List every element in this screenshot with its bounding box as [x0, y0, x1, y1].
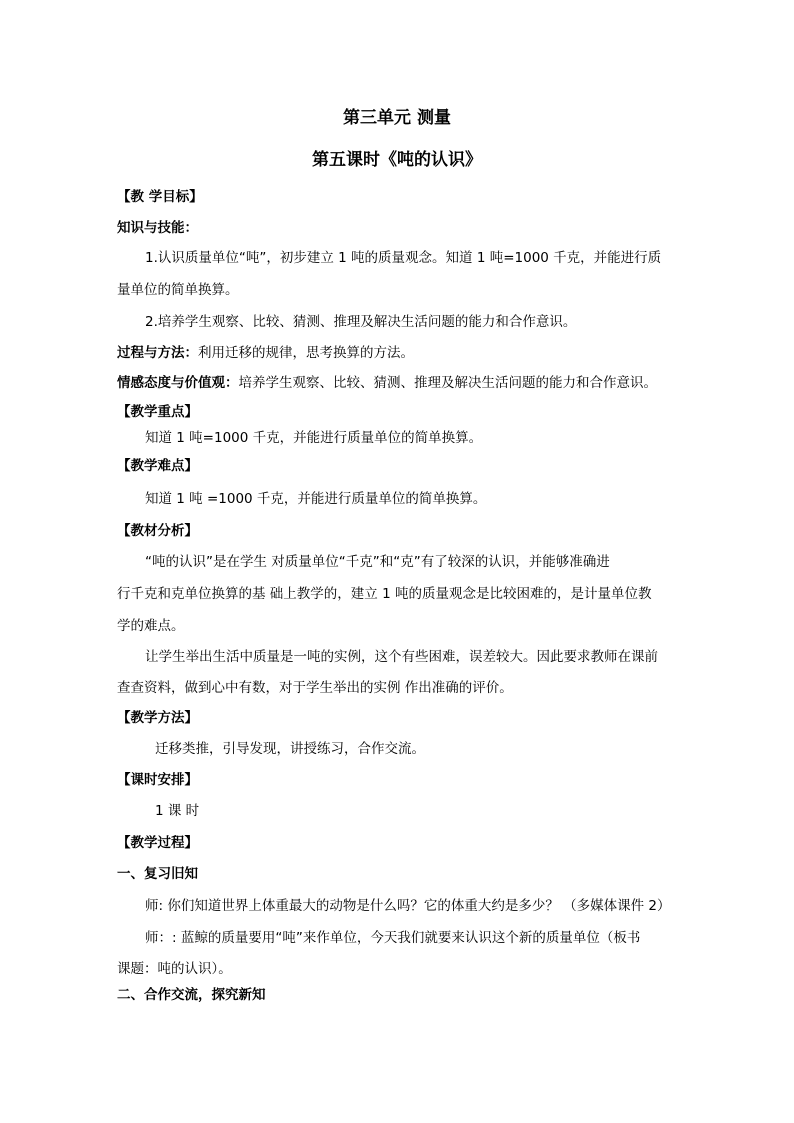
teaching-process-heading: 【教学过程】: [117, 835, 198, 851]
analysis-p1-line-3: 学的难点。: [117, 618, 185, 634]
goal-2: 2.培养学生观察、比较、猜测、推理及解决生活问题的能力和合作意识。: [145, 314, 577, 330]
teaching-methods-text: 迁移类推，引导发现，讲授练习，合作交流。: [155, 741, 425, 757]
schedule-text: 1 课 时: [155, 803, 200, 819]
knowledge-skills-label: 知识与技能：: [117, 220, 198, 236]
analysis-p2-line-1: 让学生举出生活中质量是一吨的实例，这个有些困难，误差较大。因此要求教师在课前: [145, 649, 658, 665]
teacher-answer-line-2: 课题：吨的认识）。: [117, 961, 232, 977]
difficulty-text: 知道 1 吨 =1000 千克，并能进行质量单位的简单换算。: [145, 491, 487, 507]
teaching-goals-heading: 【教 学目标】: [117, 189, 203, 205]
process-method-text: 利用迁移的规律，思考换算的方法。: [198, 345, 414, 361]
attitude-text: 培养学生观察、比较、猜测、推理及解决生活问题的能力和合作意识。: [238, 375, 657, 391]
goal-1-line-1: 1.认识质量单位“吨”，初步建立 1 吨的质量观念。知道 1 吨=1000 千克，并能进行质: [145, 250, 662, 266]
schedule-heading: 【课时安排】: [117, 772, 198, 788]
goal-1-line-2: 量单位的简单换算。: [117, 282, 239, 298]
textbook-analysis-heading: 【教材分析】: [117, 523, 198, 539]
process-method-paragraph: [117, 343, 414, 363]
key-points-text: 知道 1 吨=1000 千克，并能进行质量单位的简单换算。: [145, 430, 483, 446]
section-2-heading: 二、合作交流，探究新知: [117, 987, 266, 1003]
analysis-p1-line-1: “吨的认识”是在学生 对质量单位“千克”和“克”有了较深的认识，并能够准确进: [145, 554, 610, 570]
section-1-heading: 一、复习旧知: [117, 866, 198, 882]
teacher-answer-line-1: 师：: 蓝鲸的质量要用“吨”来作单位，今天我们就要来认识这个新的质量单位（板书: [145, 930, 641, 946]
attitude-label: 情感态度与价值观：: [117, 375, 239, 391]
difficulty-heading: 【教学难点】: [117, 458, 198, 474]
unit-title: 第三单元 测量: [343, 108, 451, 128]
attitude-paragraph: [117, 373, 657, 393]
analysis-p2-line-2: 查查资料，做到心中有数，对于学生举出的实例 作出准确的评价。: [117, 680, 513, 696]
lesson-title: 第五课时《吨的认识》: [312, 150, 482, 170]
teacher-question: 师: 你们知道世界上体重最大的动物是什么吗？它的体重大约是多少？ （多媒体课件 2）: [145, 898, 671, 914]
key-points-heading: 【教学重点】: [117, 404, 198, 420]
process-method-label: 过程与方法：: [117, 345, 198, 361]
analysis-p1-line-2: 行千克和克单位换算的基 础上教学的，建立 1 吨的质量观念是比较困难的，是计量单位教: [117, 586, 652, 602]
teaching-methods-heading: 【教学方法】: [117, 710, 198, 726]
